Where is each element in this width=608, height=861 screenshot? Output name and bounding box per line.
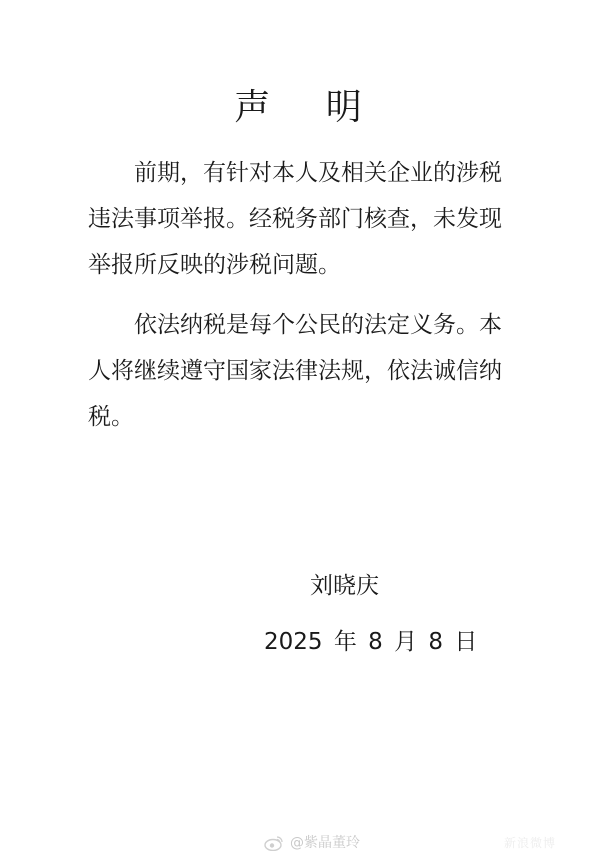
watermark-right-text: 新浪微博 (504, 836, 557, 850)
statement-title: 声 明 (234, 87, 384, 128)
watermark (264, 833, 360, 853)
signature-date: 2025 年 8 月 8 日 (264, 629, 478, 655)
weibo-icon (264, 835, 284, 851)
signature-name: 刘晓庆 (310, 573, 379, 599)
watermark-text: @紫晶董玲 (290, 835, 360, 851)
statement-paragraph-2: 依法纳税是每个公民的法定义务。本人将继续遵守国家法律法规，依法诚信纳税。 (88, 312, 502, 430)
statement-paragraph-1: 前期，有针对本人及相关企业的涉税违法事项举报。经税务部门核查，未发现举报所反映的涉税问题。 (88, 160, 502, 278)
